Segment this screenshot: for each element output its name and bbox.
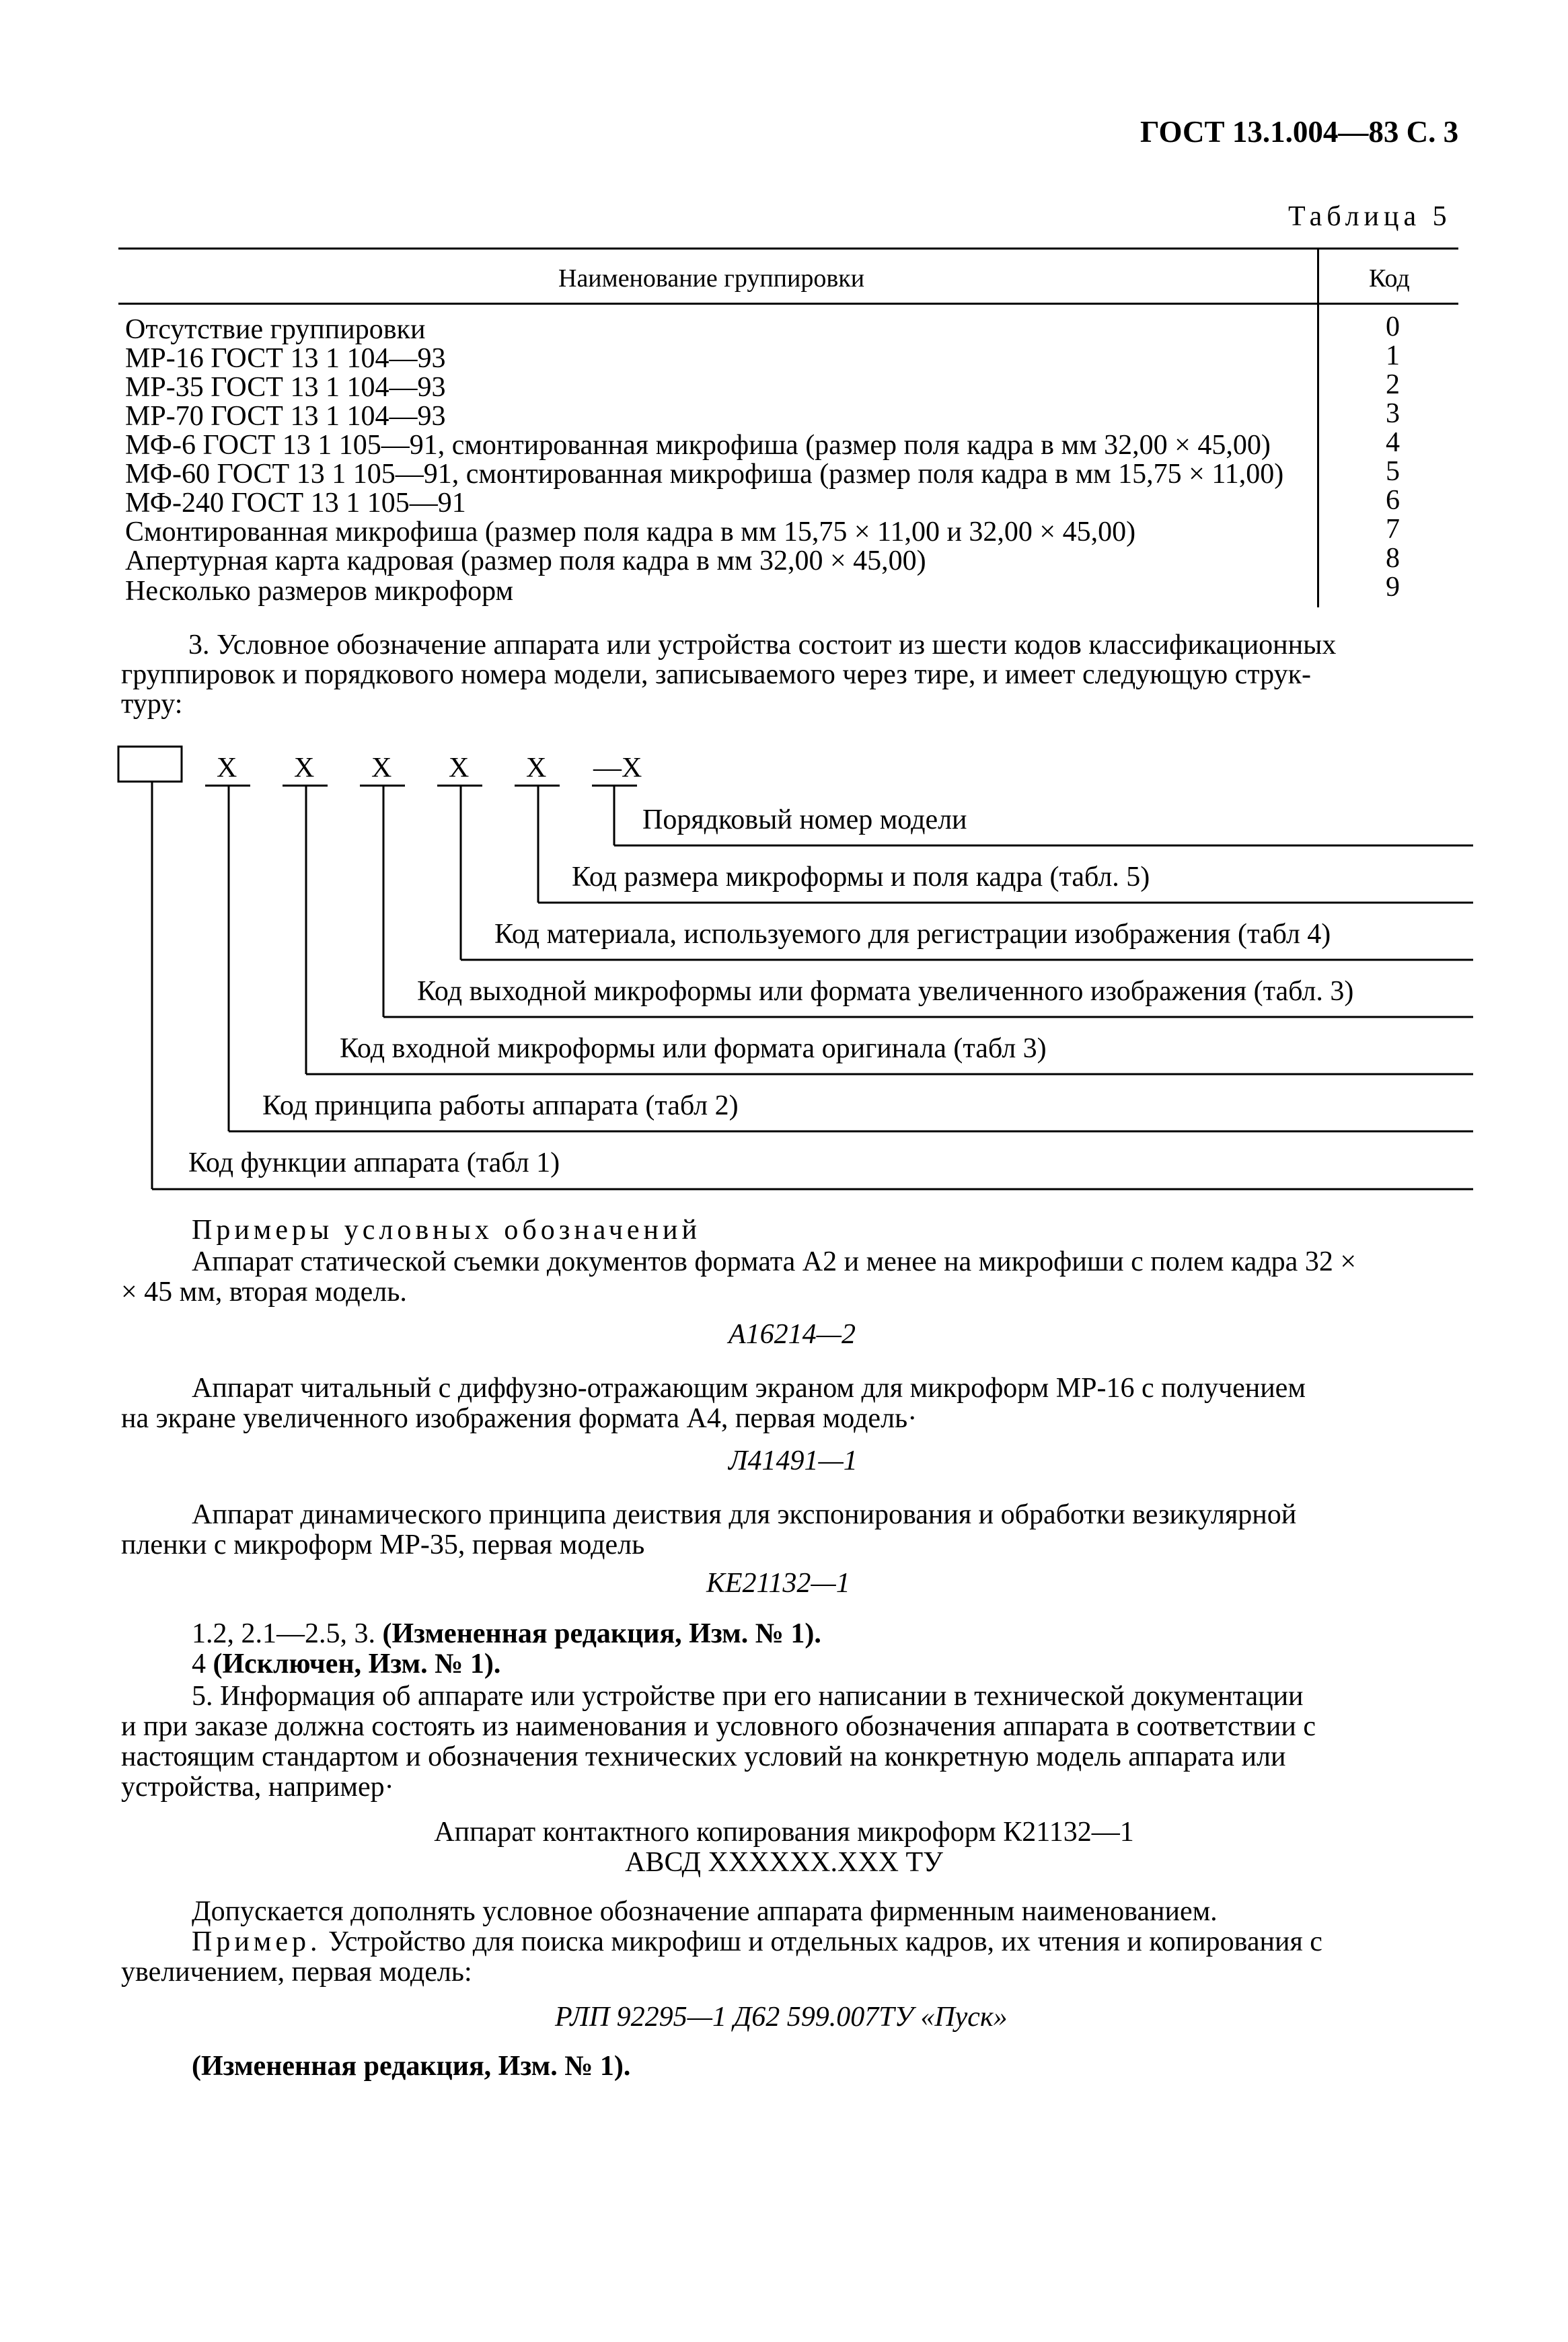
section5-example: [192, 1926, 1322, 1958]
table-row-code: 3: [1386, 398, 1400, 429]
section5-example-code: РЛП 92295—1 Д62 599.007ТУ «Пуск»: [555, 2002, 1008, 2033]
section5-line3: настоящим стандартом и обозначения технических условий на конкретную модель аппарата или: [121, 1741, 1286, 1772]
section5-line2: и при заказе должна состоять из наименования и условного обозначения аппарата в соответствии с: [121, 1711, 1316, 1742]
table-row-name: МФ-240 ГОСТ 13 1 105—91: [125, 488, 466, 519]
table-row-code: 9: [1386, 572, 1400, 603]
diagram-label: Код материала, используемого для регистрации изображения (табл 4): [494, 919, 1331, 950]
diagram-label: Код принципа работы аппарата (табл 2): [262, 1090, 739, 1121]
example3-line1: Аппарат динамического принципа деиствия для экспонирования и обработки везикулярной: [192, 1499, 1297, 1530]
section3-line3: туру:: [121, 689, 183, 720]
example1-code: А16214—2: [729, 1319, 856, 1350]
examples-heading: Примеры условных обозначений: [192, 1215, 701, 1246]
page-header: ГОСТ 13.1.004—83 С. 3: [1140, 115, 1459, 149]
table-row-code: 2: [1386, 369, 1400, 400]
table-row-code: 8: [1386, 543, 1400, 574]
diagram-label: Код функции аппарата (табл 1): [188, 1147, 560, 1178]
table-row-name: МФ-60 ГОСТ 13 1 105—91, смонтированная микрофиша (размер поля кадра в мм 15,75 × 11,00): [125, 459, 1284, 490]
table-row-name: Апертурная карта кадровая (размер поля кадра в мм 32,00 × 45,00): [125, 545, 926, 576]
diagram-mark: X: [371, 753, 392, 784]
final-amendment-note: (Измененная редакция, Изм. № 1).: [192, 2051, 631, 2082]
example3-code: КЕ21132—1: [706, 1568, 850, 1599]
section3-line1: 3. Условное обозначение аппарата или устройства состоит из шести кодов классификационных: [188, 630, 1337, 660]
example-word: Пример.: [192, 1926, 322, 1957]
amendment-1-ref: 1.2, 2.1—2.5, 3.: [192, 1618, 383, 1649]
amendment-1-note: (Измененная редакция, Изм. № 1).: [382, 1618, 821, 1649]
table-row-name: Смонтированная микрофиша (размер поля кадра в мм 15,75 × 11,00 и 32,00 × 45,00): [125, 517, 1136, 547]
table-row-code: 6: [1386, 485, 1400, 516]
diagram-label: Код выходной микроформы или формата увеличенного изображения (табл. 3): [417, 976, 1354, 1007]
diagram-mark: X: [217, 753, 237, 784]
example-text: Устройство для поиска микрофиш и отдельных кадров, их чтения и копирования с: [321, 1926, 1322, 1957]
example2-line2: на экране увеличенного изображения формата А4, первая модель·: [121, 1403, 918, 1434]
example1-line2: × 45 мм, вторая модель.: [121, 1277, 407, 1308]
table-row-name: МФ-6 ГОСТ 13 1 105—91, смонтированная микрофиша (размер поля кадра в мм 32,00 × 45,00): [125, 430, 1271, 461]
table-row-name: Отсутствие группировки: [125, 314, 426, 345]
table-row-name: МР-16 ГОСТ 13 1 104—93: [125, 343, 446, 374]
table-caption: Таблица 5: [1288, 201, 1452, 232]
example2-line1: Аппарат читальный с диффузно-отражающим экраном для микроформ МР-16 с получением: [192, 1373, 1306, 1404]
diagram-mark: X: [449, 753, 470, 784]
amendment-1: [192, 1618, 821, 1650]
example3-line2: пленки с микроформ МР-35, первая модель: [121, 1529, 645, 1560]
amendment-2: [192, 1648, 500, 1680]
diagram-label: Код размера микроформы и поля кадра (табл. 5): [572, 862, 1150, 893]
table-row-code: 0: [1386, 311, 1400, 342]
table-row-name: МР-35 ГОСТ 13 1 104—93: [125, 372, 446, 403]
diagram-label: Код входной микроформы или формата оригинала (табл 3): [340, 1033, 1047, 1064]
diagram-mark: X: [526, 753, 547, 784]
table-row-code: 1: [1386, 340, 1400, 371]
table-row-code: 7: [1386, 514, 1400, 545]
example1-line1: Аппарат статической съемки документов формата А2 и менее на микрофиши с полем кадра 32 ×: [192, 1246, 1357, 1277]
table-row-name: Несколько размеров микроформ: [125, 576, 514, 607]
section5-line4: устройства, например·: [121, 1772, 394, 1803]
example2-code: Л41491—1: [729, 1445, 858, 1476]
diagram-mark: X: [294, 753, 315, 784]
diagram-mark: —X: [593, 753, 642, 784]
section5-allow: Допускается дополнять условное обозначение аппарата фирменным наименованием.: [192, 1896, 1218, 1927]
table-col-code-header: Код: [1369, 264, 1410, 293]
table-row-name: МР-70 ГОСТ 13 1 104—93: [125, 401, 446, 432]
amendment-2-note: (Исключен, Изм. № 1).: [213, 1649, 501, 1679]
section5-example-line2: увеличением, первая модель:: [121, 1957, 472, 1988]
amendment-2-ref: 4: [192, 1649, 213, 1679]
section5-designation-line2: АВСД ХХХХХХ.ХХХ ТУ: [625, 1847, 943, 1878]
section3-line2: группировок и порядкового номера модели, записываемого через тире, и имеет следующую струк-: [121, 659, 1312, 690]
table-row-code: 5: [1386, 456, 1400, 487]
section5-line1: 5. Информация об аппарате или устройстве при его написании в технической документации: [192, 1681, 1304, 1712]
section5-designation-line1: Аппарат контактного копирования микроформ К21132—1: [434, 1817, 1134, 1848]
diagram-label: Порядковый номер модели: [642, 804, 967, 835]
table-col-name-header: Наименование группировки: [558, 264, 865, 293]
table-row-code: 4: [1386, 427, 1400, 458]
diagram-box: [118, 747, 182, 782]
